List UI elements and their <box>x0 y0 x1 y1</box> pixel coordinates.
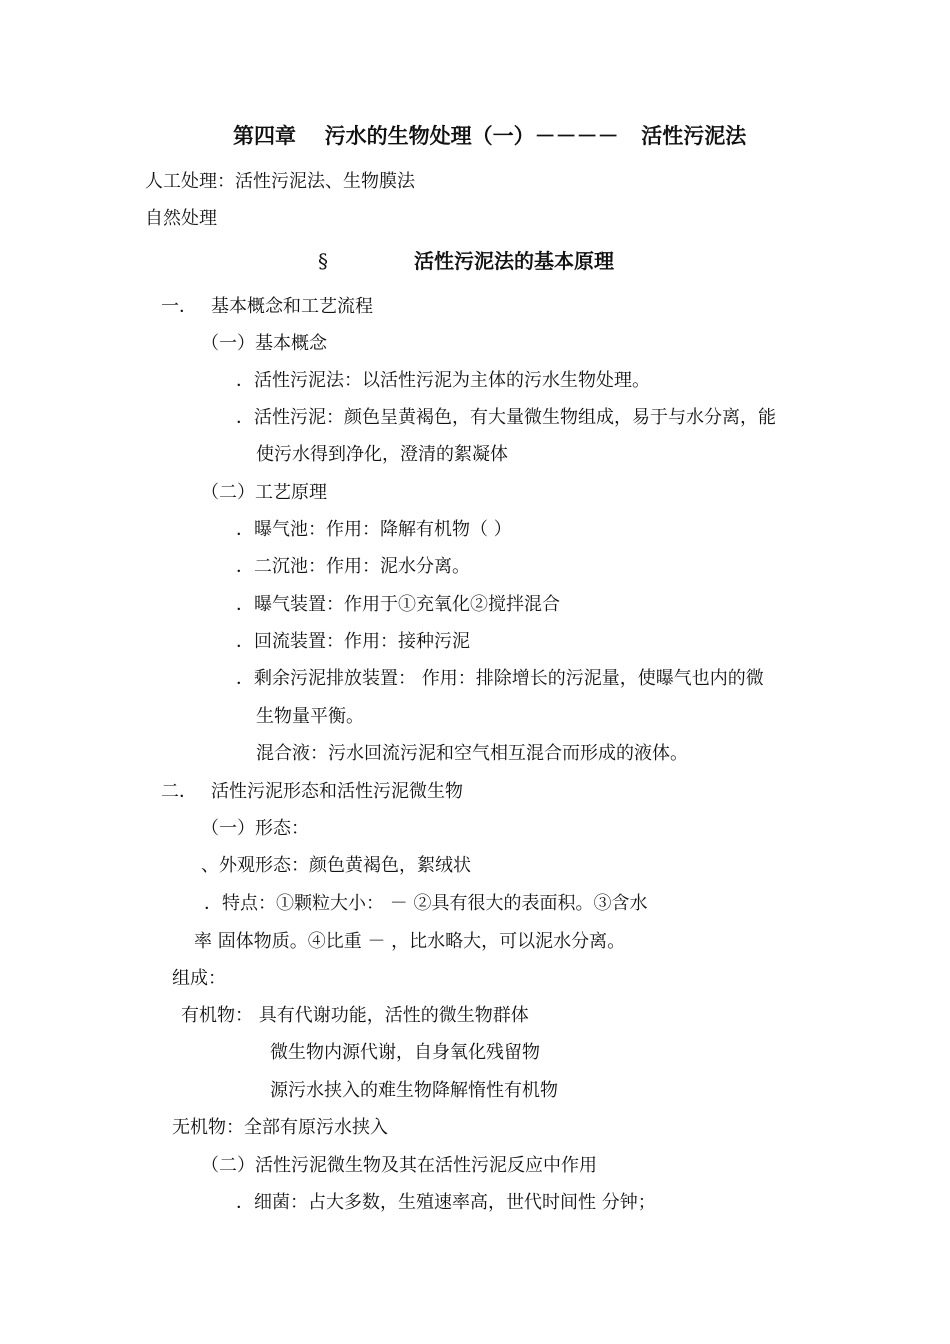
composition-label: 组成： <box>172 968 226 989</box>
process-item: ．曝气装置：作用于①充氧化②搅拌混合 <box>236 594 560 615</box>
part1-number: 一． <box>161 296 197 317</box>
process-item: ．剩余污泥排放装置： 作用：排除增长的污泥量，使曝气也内的微 <box>236 668 764 689</box>
part1-item: ．活性污泥法：以活性污泥为主体的污水生物处理。 <box>236 370 650 391</box>
part2-heading: 活性污泥形态和活性污泥微生物 <box>211 781 463 802</box>
chapter-main: 污水的生物处理（一）－－－－ <box>324 124 619 148</box>
chapter-title <box>233 123 746 149</box>
bacteria-item: ．细菌：占大多数，生殖速率高，世代时间性 分钟； <box>236 1192 656 1213</box>
part2-number: 二． <box>161 781 197 802</box>
part1-item: ．活性污泥：颜色呈黄褐色，有大量微生物组成，易于与水分离，能 <box>236 407 776 428</box>
part2-sub2: （二）活性污泥微生物及其在活性污泥反应中作用 <box>201 1155 597 1176</box>
mixed-liquor-definition: 混合液：污水回流污泥和空气相互混合而形成的液体。 <box>256 743 688 764</box>
composition-item: 有机物： 具有代谢功能，活性的微生物群体 <box>181 1005 529 1026</box>
morphology-item: 、外观形态：颜色黄褐色，絮绒状 <box>201 855 471 876</box>
part1-heading: 基本概念和工艺流程 <box>211 296 373 317</box>
composition-item: 微生物内源代谢，自身氧化残留物 <box>270 1042 540 1063</box>
part1-sub1: （一）基本概念 <box>201 333 327 354</box>
chapter-number: 第四章 <box>233 124 296 148</box>
part1-item-continued: 使污水得到净化，澄清的絮凝体 <box>256 444 508 465</box>
process-item: ．回流装置：作用：接种污泥 <box>236 631 470 652</box>
process-item: ．二沉池：作用：泥水分离。 <box>236 556 470 577</box>
process-item-continued: 生物量平衡。 <box>256 706 364 727</box>
composition-item: 无机物：全部有原污水挟入 <box>172 1117 388 1138</box>
composition-item: 源污水挟入的难生物降解惰性有机物 <box>270 1080 558 1101</box>
process-item: ．曝气池：作用：降解有机物（ ） <box>236 519 512 540</box>
chapter-tail: 活性污泥法 <box>641 124 747 148</box>
morphology-item-continued: 率 固体物质。④比重 － ，比水略大，可以泥水分离。 <box>194 931 626 952</box>
intro-line-2: 自然处理 <box>145 208 217 229</box>
morphology-item: ．特点：①颗粒大小： － ②具有很大的表面积。③含水 <box>204 893 648 914</box>
section-title: 活性污泥法的基本原理 <box>414 249 614 273</box>
part2-sub1: （一）形态： <box>201 818 309 839</box>
intro-line-1: 人工处理：活性污泥法、生物膜法 <box>145 171 415 192</box>
part1-sub2: （二）工艺原理 <box>201 482 327 503</box>
section-symbol: § <box>318 249 328 273</box>
